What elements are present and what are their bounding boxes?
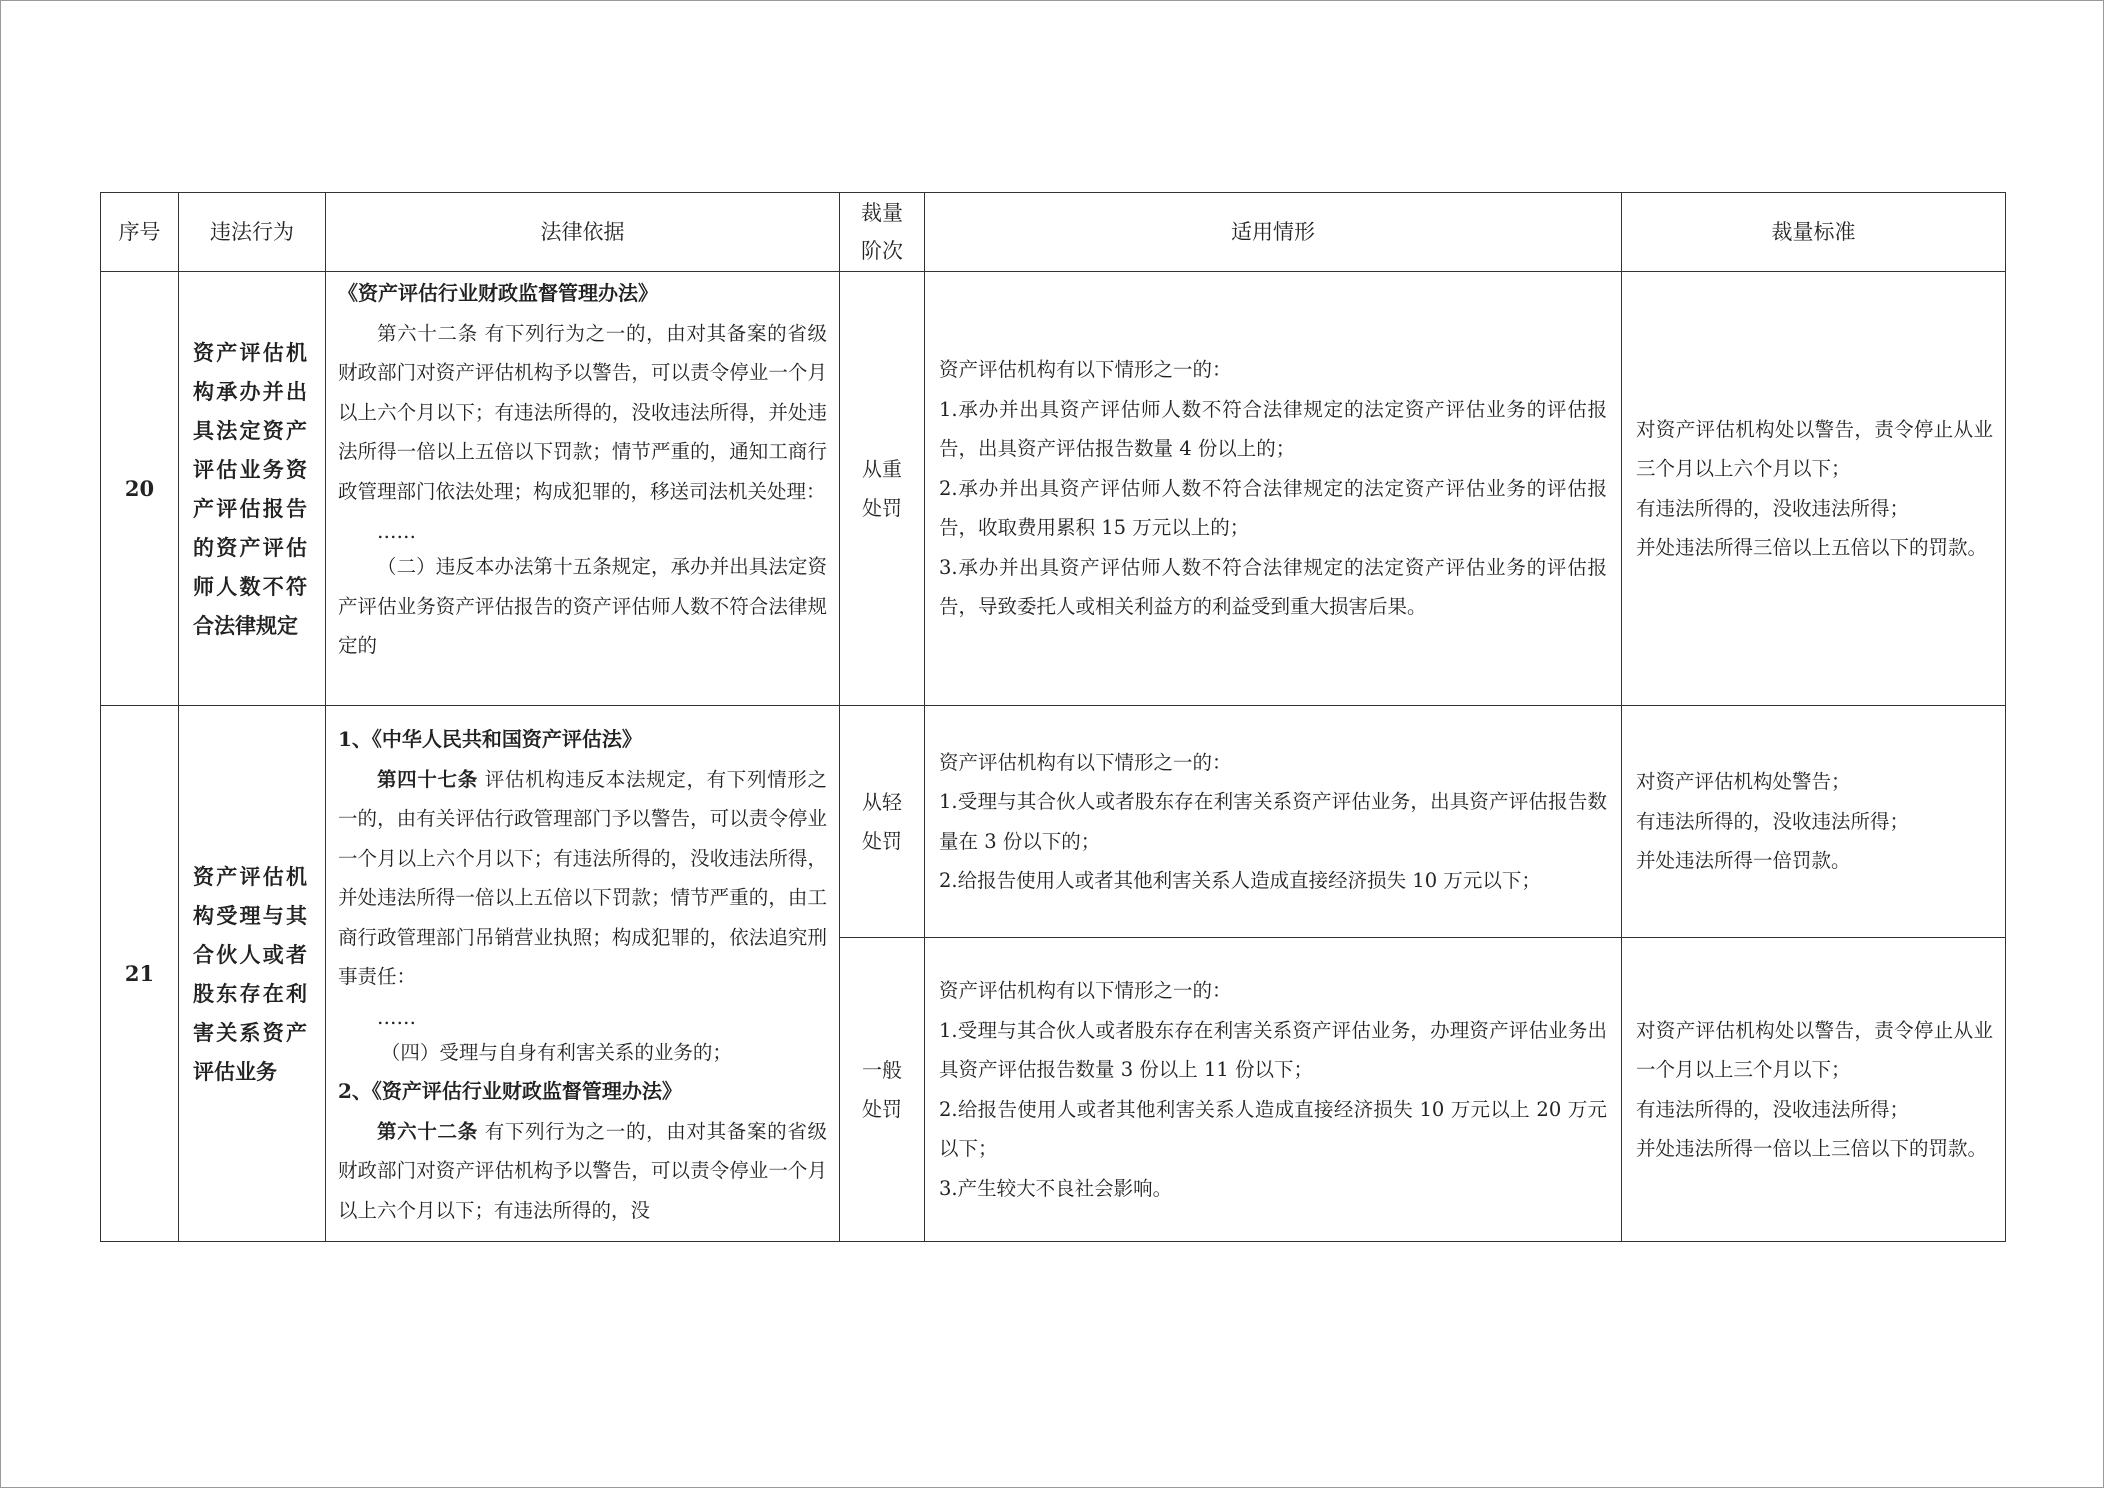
discretion-level-text: 从轻处罚 [862, 789, 902, 853]
discretion-level [840, 938, 925, 1242]
standard-line: 并处违法所得一倍以上三倍以下的罚款。 [1636, 1137, 1988, 1160]
legal-basis [326, 272, 840, 706]
standard-line: 对资产评估机构处警告； [1636, 770, 1851, 794]
applicable-situation [925, 706, 1622, 938]
situation-line: 2.给报告使用人或者其他利害关系人造成直接经济损失 10 万元以上 20 万元以下； [939, 1097, 1607, 1160]
discretion-standard [1622, 272, 2006, 706]
header-violation: 违法行为 [179, 193, 326, 272]
situation-line: 3.产生较大不良社会影响。 [939, 1176, 1173, 1200]
header-level [840, 193, 925, 272]
discretion-level-text: 从重处罚 [862, 456, 902, 520]
row-number: 21 [101, 706, 179, 1242]
law-article [338, 760, 827, 997]
discretion-level [840, 706, 925, 938]
article-number: 第四十七条 [377, 767, 478, 791]
situation-line: 资产评估机构有以下情形之一的： [939, 358, 1232, 382]
discretion-level [840, 272, 925, 706]
law-article [338, 1112, 827, 1231]
standard-line: 有违法所得的，没收违法所得； [1636, 809, 1910, 833]
standard-line: 有违法所得的，没收违法所得； [1636, 496, 1910, 520]
header-situation: 适用情形 [925, 193, 1622, 272]
situation-line: 2.承办并出具资产评估师人数不符合法律规定的法定资产评估业务的评估报告，收取费用累积 15 万元以上的； [939, 476, 1607, 540]
standard-line: 并处违法所得三倍以上五倍以下的罚款。 [1636, 536, 1988, 559]
discretion-standard [1622, 706, 2006, 938]
table-header-row [101, 193, 2006, 272]
situation-line: 资产评估机构有以下情形之一的： [939, 750, 1232, 774]
situation-line: 资产评估机构有以下情形之一的： [939, 979, 1232, 1002]
article-text: 有下列行为之一的，由对其备案的省级财政部门对资产评估机构予以警告，可以责令停业一个月以上六个月以下；有违法所得的，没 [338, 1119, 827, 1222]
standard-line: 并处违法所得一倍罚款。 [1636, 849, 1851, 873]
header-legal-basis: 法律依据 [326, 193, 840, 272]
violation-text: 资产评估机构受理与其合伙人或者股东存在利害关系资产评估业务 [179, 706, 326, 1242]
situation-line: 1.受理与其合伙人或者股东存在利害关系资产评估业务，办理资产评估业务出具资产评估报告数量 3 份以上 11 份以下； [939, 1018, 1607, 1081]
legal-basis [326, 706, 840, 1242]
discretion-standard [1622, 938, 2006, 1242]
discretion-level-text: 一般处罚 [862, 1057, 902, 1121]
ellipsis: …… [377, 520, 416, 543]
standard-line: 对资产评估机构处以警告，责令停止从业一个月以上三个月以下； [1636, 1018, 1993, 1081]
article-number: 第六十二条 [377, 1119, 478, 1143]
table-row-20 [101, 272, 2006, 706]
law-article: 第六十二条 有下列行为之一的，由对其备案的省级财政部门对资产评估机构予以警告，可以责令停业一个月以上六个月以下；有违法所得的，没收违法所得，并处违法所得一倍以上五倍以下罚款；情节严重的，通知工商行政管理部门依法处理；构成犯罪的，移送司法机关处理： [338, 321, 827, 503]
law-title: 1、《中华人民共和国资产评估法》 [338, 727, 642, 751]
applicable-situation [925, 272, 1622, 706]
header-no: 序号 [101, 193, 179, 272]
row-number: 20 [101, 272, 179, 706]
law-clause: （二）违反本办法第十五条规定，承办并出具法定资产评估业务资产评估报告的资产评估师人数不符合法律规定的 [338, 555, 827, 657]
violation-text: 资产评估机构承办并出具法定资产评估业务资产评估报告的资产评估师人数不符合法律规定 [179, 272, 326, 706]
header-standard: 裁量标准 [1622, 193, 2006, 272]
table-row-21 [101, 706, 2006, 938]
situation-line: 1.受理与其合伙人或者股东存在利害关系资产评估业务，出具资产评估报告数量在 3 份以下的； [939, 790, 1607, 853]
applicable-situation [925, 938, 1622, 1242]
situation-line: 3.承办并出具资产评估师人数不符合法律规定的法定资产评估业务的评估报告，导致委托人或相关利益方的利益受到重大损害后果。 [939, 555, 1607, 619]
law-title: 《资产评估行业财政监督管理办法》 [338, 281, 658, 305]
law-clause: （四）受理与自身有利害关系的业务的； [380, 1040, 732, 1064]
law-title: 2、《资产评估行业财政监督管理办法》 [338, 1079, 682, 1103]
ellipsis: …… [377, 1005, 416, 1029]
article-text: 评估机构违反本法规定，有下列情形之一的，由有关评估行政管理部门予以警告，可以责令停业一个月以上六个月以下；有违法所得的，没收违法所得，并处违法所得一倍以上五倍以下罚款；情节严重的，由工商行政管理部门吊销营业执照；构成犯罪的，依法追究刑事责任： [338, 767, 827, 988]
header-level-text: 裁量阶次 [861, 201, 903, 263]
situation-line: 2.给报告使用人或者其他利害关系人造成直接经济损失 10 万元以下； [939, 869, 1541, 892]
standard-line: 有违法所得的，没收违法所得； [1636, 1097, 1910, 1121]
situation-line: 1.承办并出具资产评估师人数不符合法律规定的法定资产评估业务的评估报告，出具资产评估报告数量 4 份以上的； [939, 397, 1607, 461]
standard-line: 对资产评估机构处以警告，责令停止从业三个月以上六个月以下； [1636, 417, 1993, 480]
penalty-discretion-table [100, 192, 2006, 1242]
